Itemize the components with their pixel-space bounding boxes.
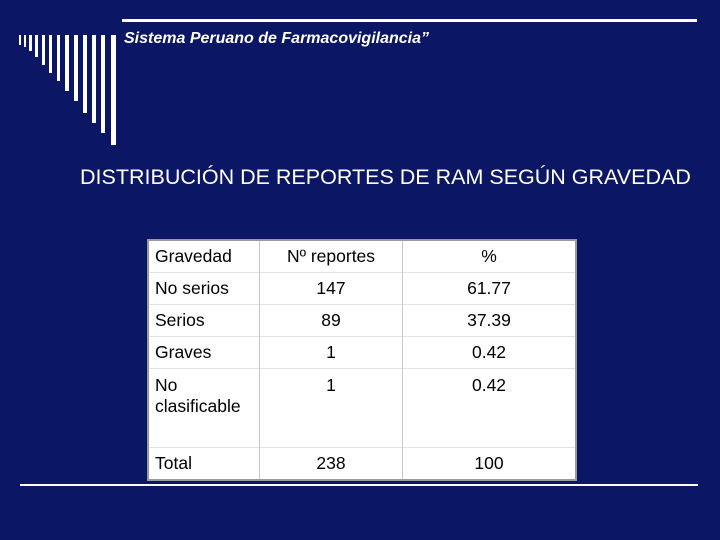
table-row: [148, 369, 576, 448]
severity-table: [147, 239, 577, 481]
header-reportes: Nº reportes: [260, 240, 403, 273]
table-row: [148, 337, 576, 369]
cell-gravedad: Total: [148, 448, 260, 481]
header-gravedad: Gravedad: [148, 240, 260, 273]
cell-porcentaje: 0.42: [403, 369, 577, 448]
cell-reportes: 147: [260, 273, 403, 305]
cell-reportes: 1: [260, 369, 403, 448]
cell-porcentaje: 37.39: [403, 305, 577, 337]
cell-gravedad: Serios: [148, 305, 260, 337]
cell-reportes: 1: [260, 337, 403, 369]
decorative-bars: [19, 35, 119, 145]
footer-rule: [20, 484, 698, 486]
table-header-row: [148, 240, 576, 273]
table-total-row: [148, 448, 576, 481]
cell-reportes: 89: [260, 305, 403, 337]
cell-gravedad: Graves: [148, 337, 260, 369]
header-porcentaje: %: [481, 246, 497, 266]
table-row: [148, 305, 576, 337]
header-rule: [122, 19, 697, 22]
cell-gravedad: No clasificable: [148, 369, 260, 448]
cell-porcentaje: 0.42: [403, 337, 577, 369]
cell-reportes: 238: [260, 448, 403, 481]
cell-porcentaje: 61.77: [403, 273, 577, 305]
slide-heading: DISTRIBUCIÓN DE REPORTES DE RAM SEGÚN GRAVEDAD: [80, 165, 691, 189]
cell-porcentaje: 100: [403, 448, 577, 481]
header-title: Sistema Peruano de Farmacovigilancia”: [124, 30, 430, 47]
cell-gravedad: No serios: [148, 273, 260, 305]
table-row: [148, 273, 576, 305]
